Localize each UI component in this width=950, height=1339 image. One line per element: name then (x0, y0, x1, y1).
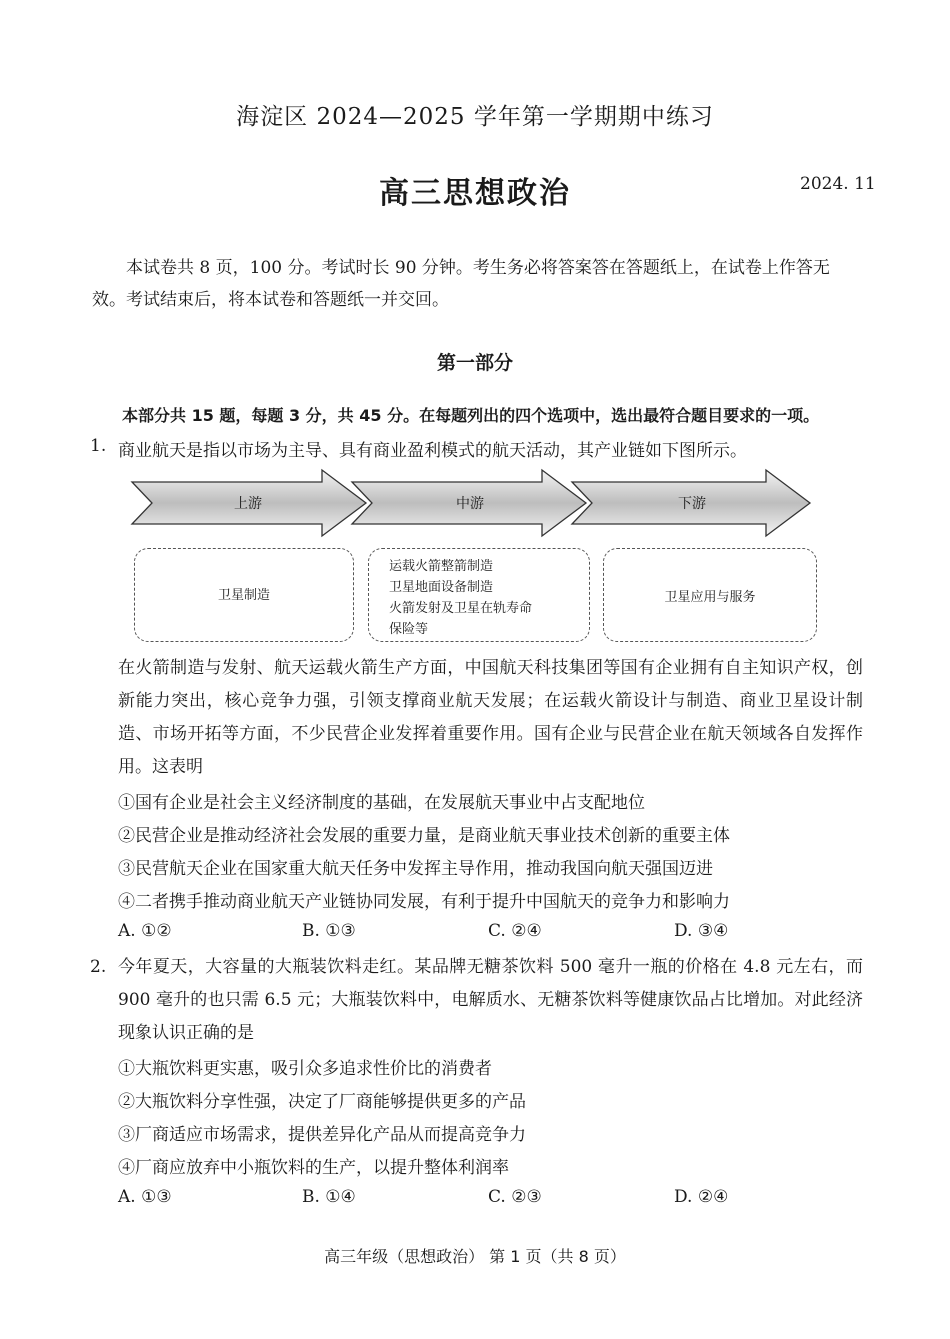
midstream-item: 运载火箭整箭制造 (389, 559, 494, 574)
option-b: B. ①③ (302, 921, 356, 941)
part-title: 第一部分 (436, 352, 513, 374)
upstream-box (134, 548, 354, 642)
statement: ④厂商应放弃中小瓶饮料的生产，以提升整体利润率 (118, 1158, 509, 1178)
stage-downstream-label: 下游 (678, 496, 706, 512)
option-b: B. ①④ (302, 1187, 356, 1207)
exam-title: 海淀区 2024—2025 学年第一学期期中练习 (236, 104, 714, 130)
midstream-box (368, 548, 590, 642)
statement: ②大瓶饮料分享性强，决定了厂商能够提供更多的产品 (118, 1092, 526, 1112)
option-a: A. ①③ (118, 1187, 172, 1207)
upstream-box-text: 卫星制造 (217, 588, 270, 603)
statement: ②民营企业是推动经济社会发展的重要力量，是商业航天事业技术创新的重要主体 (118, 826, 730, 846)
statement: ③民营航天企业在国家重大航天任务中发挥主导作用，推动我国向航天强国迈进 (118, 859, 713, 879)
statement: ④二者携手推动商业航天产业链协同发展，有利于提升中国航天的竞争力和影响力 (118, 892, 730, 912)
question-number: 1. (90, 436, 107, 456)
question-number: 2. (90, 957, 107, 977)
option-a: A. ①② (118, 921, 172, 941)
part-instruction: 本部分共 15 题，每题 3 分，共 45 分。在每题列出的四个选项中，选出最符合题目要求的一项。 (122, 406, 820, 425)
question-material: 在火箭制造与发射、航天运载火箭生产方面，中国航天科技集团等国有企业拥有自主知识产权，创新能力突出，核心竞争力强，引领支撑商业航天发展；在运载火箭设计与制造、商业卫星设计制造、市场开拓等方面，不少民营企业发挥着重要作用。国有企业与民营企业在航天领域各自发挥作用。这表明 (118, 658, 863, 777)
midstream-item: 卫星地面设备制造 (389, 580, 494, 595)
question-stem: 商业航天是指以市场为主导、具有商业盈利模式的航天活动，其产业链如下图所示。 (118, 441, 747, 461)
option-c: C. ②③ (488, 1187, 542, 1207)
question-stem: 今年夏天，大容量的大瓶装饮料走红。某品牌无糖茶饮料 500 毫升一瓶的价格在 4.8 元左右，而 900 毫升的也只需 6.5 元；大瓶装饮料中，电解质水、无糖茶饮料等健康饮品占比增加。对此经济现象认识正确的是 (118, 957, 863, 1043)
exam-date: 2024. 11 (800, 174, 876, 194)
downstream-box-text: 卫星应用与服务 (664, 590, 756, 605)
exam-notice: 本试卷共 8 页，100 分。考试时长 90 分钟。考生务必将答案答在答题纸上，在试卷上作答无效。考试结束后，将本试卷和答题纸一并交回。 (92, 258, 830, 310)
stage-midstream-label: 中游 (456, 496, 484, 512)
midstream-item: 火箭发射及卫星在轨寿命 (389, 601, 533, 616)
option-d: D. ③④ (674, 921, 729, 941)
page-footer: 高三年级（思想政治） 第 1 页（共 8 页） (324, 1247, 626, 1266)
subject-title: 高三思想政治 (379, 176, 571, 211)
option-c: C. ②④ (488, 921, 542, 941)
stage-upstream-label: 上游 (234, 496, 262, 512)
statement: ③厂商适应市场需求，提供差异化产品从而提高竞争力 (118, 1125, 526, 1145)
downstream-box (603, 548, 817, 642)
option-d: D. ②④ (674, 1187, 729, 1207)
midstream-item: 保险等 (389, 622, 429, 637)
statement: ①大瓶饮料更实惠，吸引众多追求性价比的消费者 (118, 1059, 492, 1079)
statement: ①国有企业是社会主义经济制度的基础，在发展航天事业中占支配地位 (118, 793, 645, 813)
